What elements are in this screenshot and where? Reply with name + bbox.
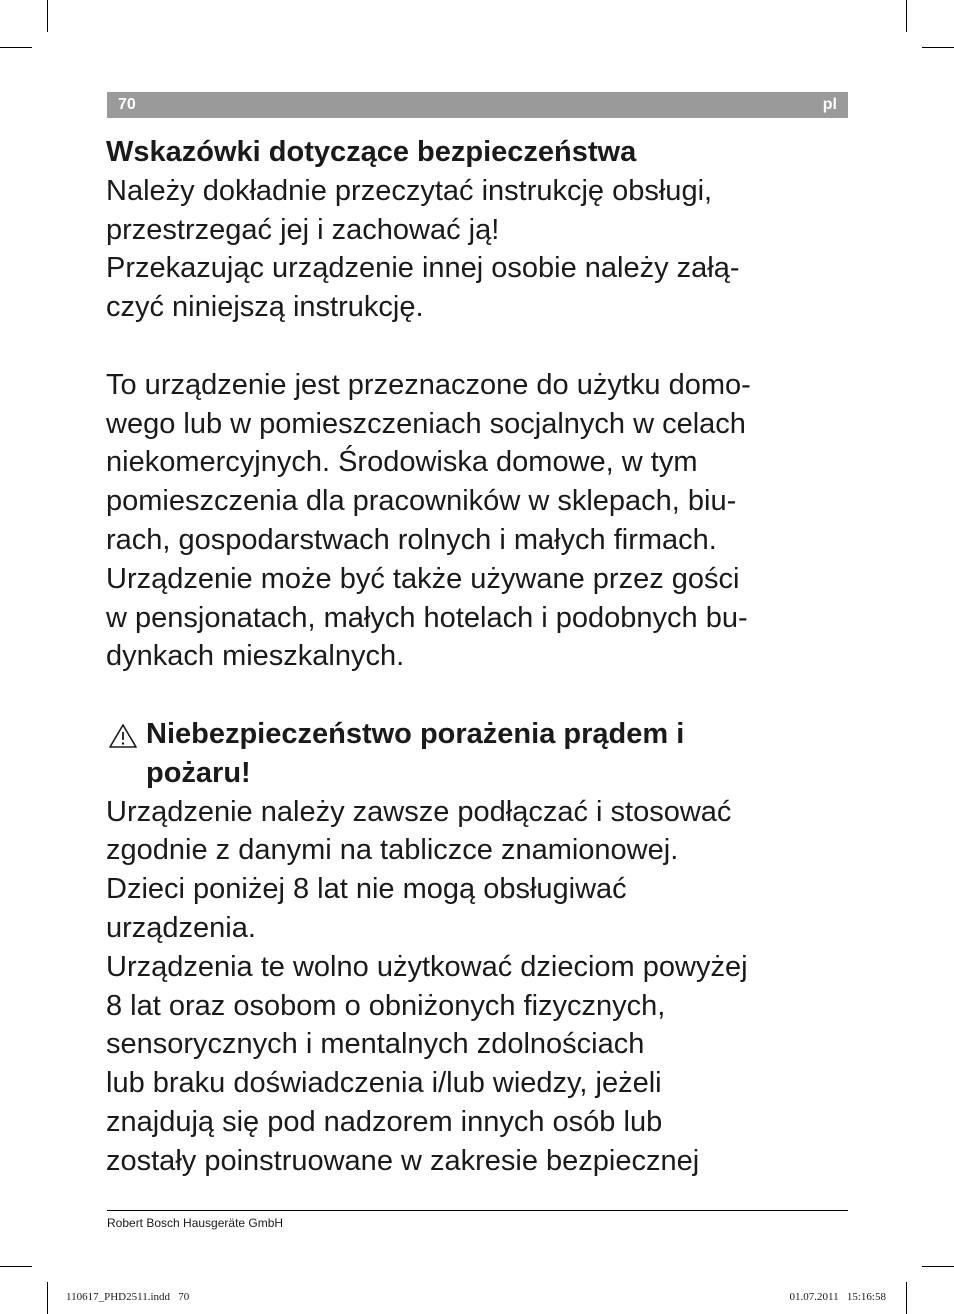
body-line: przestrzegać jej i zachować ją! [106,213,500,246]
crop-mark [0,47,32,48]
print-slug-file: 110617_PHD2511.indd 70 [66,1291,190,1303]
body-line: sensorycznych i mentalnych zdolnościach [106,1028,645,1061]
body-line: wego lub w pomieszczeniach socjalnych w celach [106,407,746,440]
print-slug-date: 01.07.2011 15:16:58 [789,1291,886,1303]
body-line: niekomercyjnych. Środowiska domowe, w tym [106,446,698,479]
body-line: zgodnie z danymi na tabliczce znamionowej. [106,834,679,867]
page-header-bar [107,92,848,118]
body-line: rach, gospodarstwach rolnych i małych firmach. [106,523,717,556]
body-line: Urządzenia te wolno użytkować dzieciom powyżej [106,950,748,983]
paragraph-spacer [106,327,856,366]
body-line: To urządzenie jest przeznaczone do użytku domo- [106,368,751,401]
body-line: Dzieci poniżej 8 lat nie mogą obsługiwać [106,873,627,906]
crop-mark [0,1266,32,1267]
warning-heading-continued: pożaru! [146,756,251,789]
crop-mark [47,1282,48,1314]
body-line: Przekazując urządzenie innej osobie należy załą- [106,252,740,285]
body-line: znajdują się pod nadzorem innych osób lub [106,1105,663,1138]
body-line: Urządzenie może być także używane przez gości [106,562,740,595]
crop-mark [922,47,954,48]
body-line: Urządzenie należy zawsze podłączać i stosować [106,795,732,828]
footer-company: Robert Bosch Hausgeräte GmbH [107,1216,284,1230]
body-line: Należy dokładnie przeczytać instrukcję obsługi, [106,174,713,207]
body-line: pomieszczenia dla pracowników w sklepach, biu- [106,485,737,518]
warning-block [106,715,856,1181]
language-code: pl [822,96,837,113]
page-content [106,133,856,1181]
body-line: dynkach mieszkalnych. [106,640,405,673]
body-line: zostały poinstruowane w zakresie bezpiecznej [106,1144,700,1177]
section1-body [106,172,856,327]
section-heading: Wskazówki dotyczące bezpieczeństwa [106,136,637,168]
crop-mark [922,1266,954,1267]
footer-divider [107,1210,848,1211]
warning-heading-row [106,715,856,754]
body-line: w pensjonatach, małych hotelach i podobnych bu- [106,601,748,634]
body-line: czyć niniejszą instrukcję. [106,291,424,324]
body-line: lub braku doświadczenia i/lub wiedzy, jeżeli [106,1067,662,1100]
page-number: 70 [118,96,136,113]
warning-heading: Niebezpieczeństwo porażenia prądem i [146,717,685,750]
crop-mark [906,1282,907,1314]
body-line: 8 lat oraz osobom o obniżonych fizycznych, [106,989,666,1022]
crop-mark [906,0,907,32]
crop-mark [47,0,48,32]
section2-body [106,366,856,676]
warning-triangle-icon [106,715,146,754]
paragraph-spacer [106,676,856,715]
body-line: urządzenia. [106,911,256,944]
